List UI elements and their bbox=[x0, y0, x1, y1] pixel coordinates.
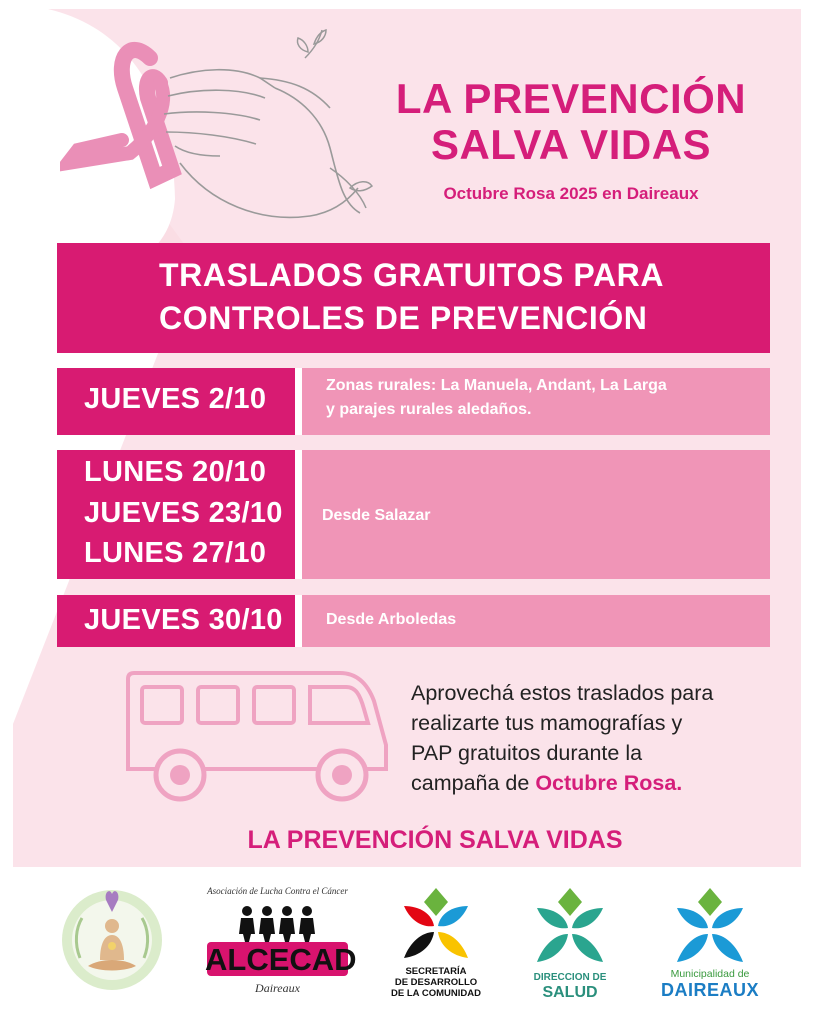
info-line-3: PAP gratuitos durante la bbox=[411, 741, 643, 765]
banner-line-2: CONTROLES DE PREVENCIÓN bbox=[159, 300, 648, 336]
schedule-description-cell bbox=[302, 368, 770, 435]
star-leaf-emblem-icon bbox=[404, 888, 468, 962]
schedule-day: LUNES 20/10 bbox=[84, 456, 267, 488]
municipalidad-logo bbox=[650, 888, 770, 1006]
salud-logo bbox=[525, 888, 615, 1006]
info-line-2: realizarte tus mamografías y bbox=[411, 711, 683, 735]
title-line-1: LA PREVENCIÓN bbox=[395, 75, 747, 122]
star-leaf-emblem-icon bbox=[537, 888, 603, 964]
info-line-4-prefix: campaña de bbox=[411, 771, 536, 795]
schedule-row-2 bbox=[57, 450, 770, 579]
hand-ribbon-illustration bbox=[60, 28, 390, 233]
star-leaf-emblem-icon bbox=[677, 888, 743, 964]
leaf-sprig-icon bbox=[297, 30, 372, 208]
row-divider bbox=[295, 368, 302, 435]
bus-outline-icon bbox=[120, 665, 395, 805]
octubre-rosa-highlight: Octubre Rosa. bbox=[535, 771, 683, 795]
schedule-description-line: Zonas rurales: La Manuela, Andant, La Larga bbox=[326, 377, 667, 394]
schedule-day: JUEVES 2/10 bbox=[84, 383, 267, 415]
schedule-day: LUNES 27/10 bbox=[84, 537, 267, 569]
secretaria-line-3: DE LA COMUNIDAD bbox=[391, 988, 481, 999]
schedule-description-cell bbox=[302, 450, 770, 579]
alcecad-arc-text: Asociación de Lucha Contra el Cáncer bbox=[207, 886, 348, 896]
alcecad-name: ALCECAD bbox=[205, 942, 357, 977]
info-line-1: Aprovechá estos traslados para bbox=[411, 681, 714, 705]
subtitle: Octubre Rosa 2025 en Daireaux bbox=[443, 184, 699, 203]
pink-ribbon-icon bbox=[68, 50, 172, 178]
row-divider bbox=[295, 450, 302, 579]
municipalidad-line-2: DAIREAUX bbox=[660, 980, 759, 1000]
banner-line-1: TRASLADOS GRATUITOS PARA bbox=[159, 257, 665, 293]
title-line-2: SALVA VIDAS bbox=[430, 121, 712, 168]
meditation-icon bbox=[60, 888, 164, 992]
schedule-day-cell bbox=[57, 450, 295, 579]
secretaria-line-1: SECRETARÍA bbox=[405, 966, 467, 977]
row-divider bbox=[295, 595, 302, 647]
transport-banner bbox=[57, 243, 770, 353]
secretaria-logo bbox=[386, 888, 486, 1006]
municipalidad-line-1: Municipalidad de bbox=[670, 968, 750, 980]
footer-title: LA PREVENCIÓN SALVA VIDAS bbox=[247, 826, 623, 854]
children-silhouette-icon bbox=[237, 904, 317, 944]
campaign-info-text bbox=[411, 678, 771, 798]
schedule-description-cell bbox=[302, 595, 770, 647]
main-title bbox=[392, 76, 750, 168]
hand-line-art-icon bbox=[164, 70, 360, 218]
secretaria-line-2: DE DESARROLLO bbox=[394, 977, 478, 988]
schedule-description-line: Desde Arboledas bbox=[326, 611, 457, 628]
schedule-day-cell bbox=[57, 368, 295, 435]
schedule-row-1 bbox=[57, 368, 770, 435]
schedule-day: JUEVES 30/10 bbox=[84, 604, 283, 636]
alcecad-city: Daireaux bbox=[255, 981, 300, 995]
alcecad-logo bbox=[205, 884, 357, 1002]
schedule-row-3 bbox=[57, 595, 770, 647]
schedule-description-line: y parajes rurales aledaños. bbox=[326, 401, 532, 418]
info-line-4 bbox=[411, 768, 771, 798]
schedule-day: JUEVES 23/10 bbox=[84, 497, 283, 529]
schedule-description-line: Desde Salazar bbox=[322, 507, 431, 524]
schedule-day-cell bbox=[57, 595, 295, 647]
salud-line-2: SALUD bbox=[542, 984, 598, 1001]
salud-line-1: DIRECCION DE bbox=[533, 972, 607, 983]
